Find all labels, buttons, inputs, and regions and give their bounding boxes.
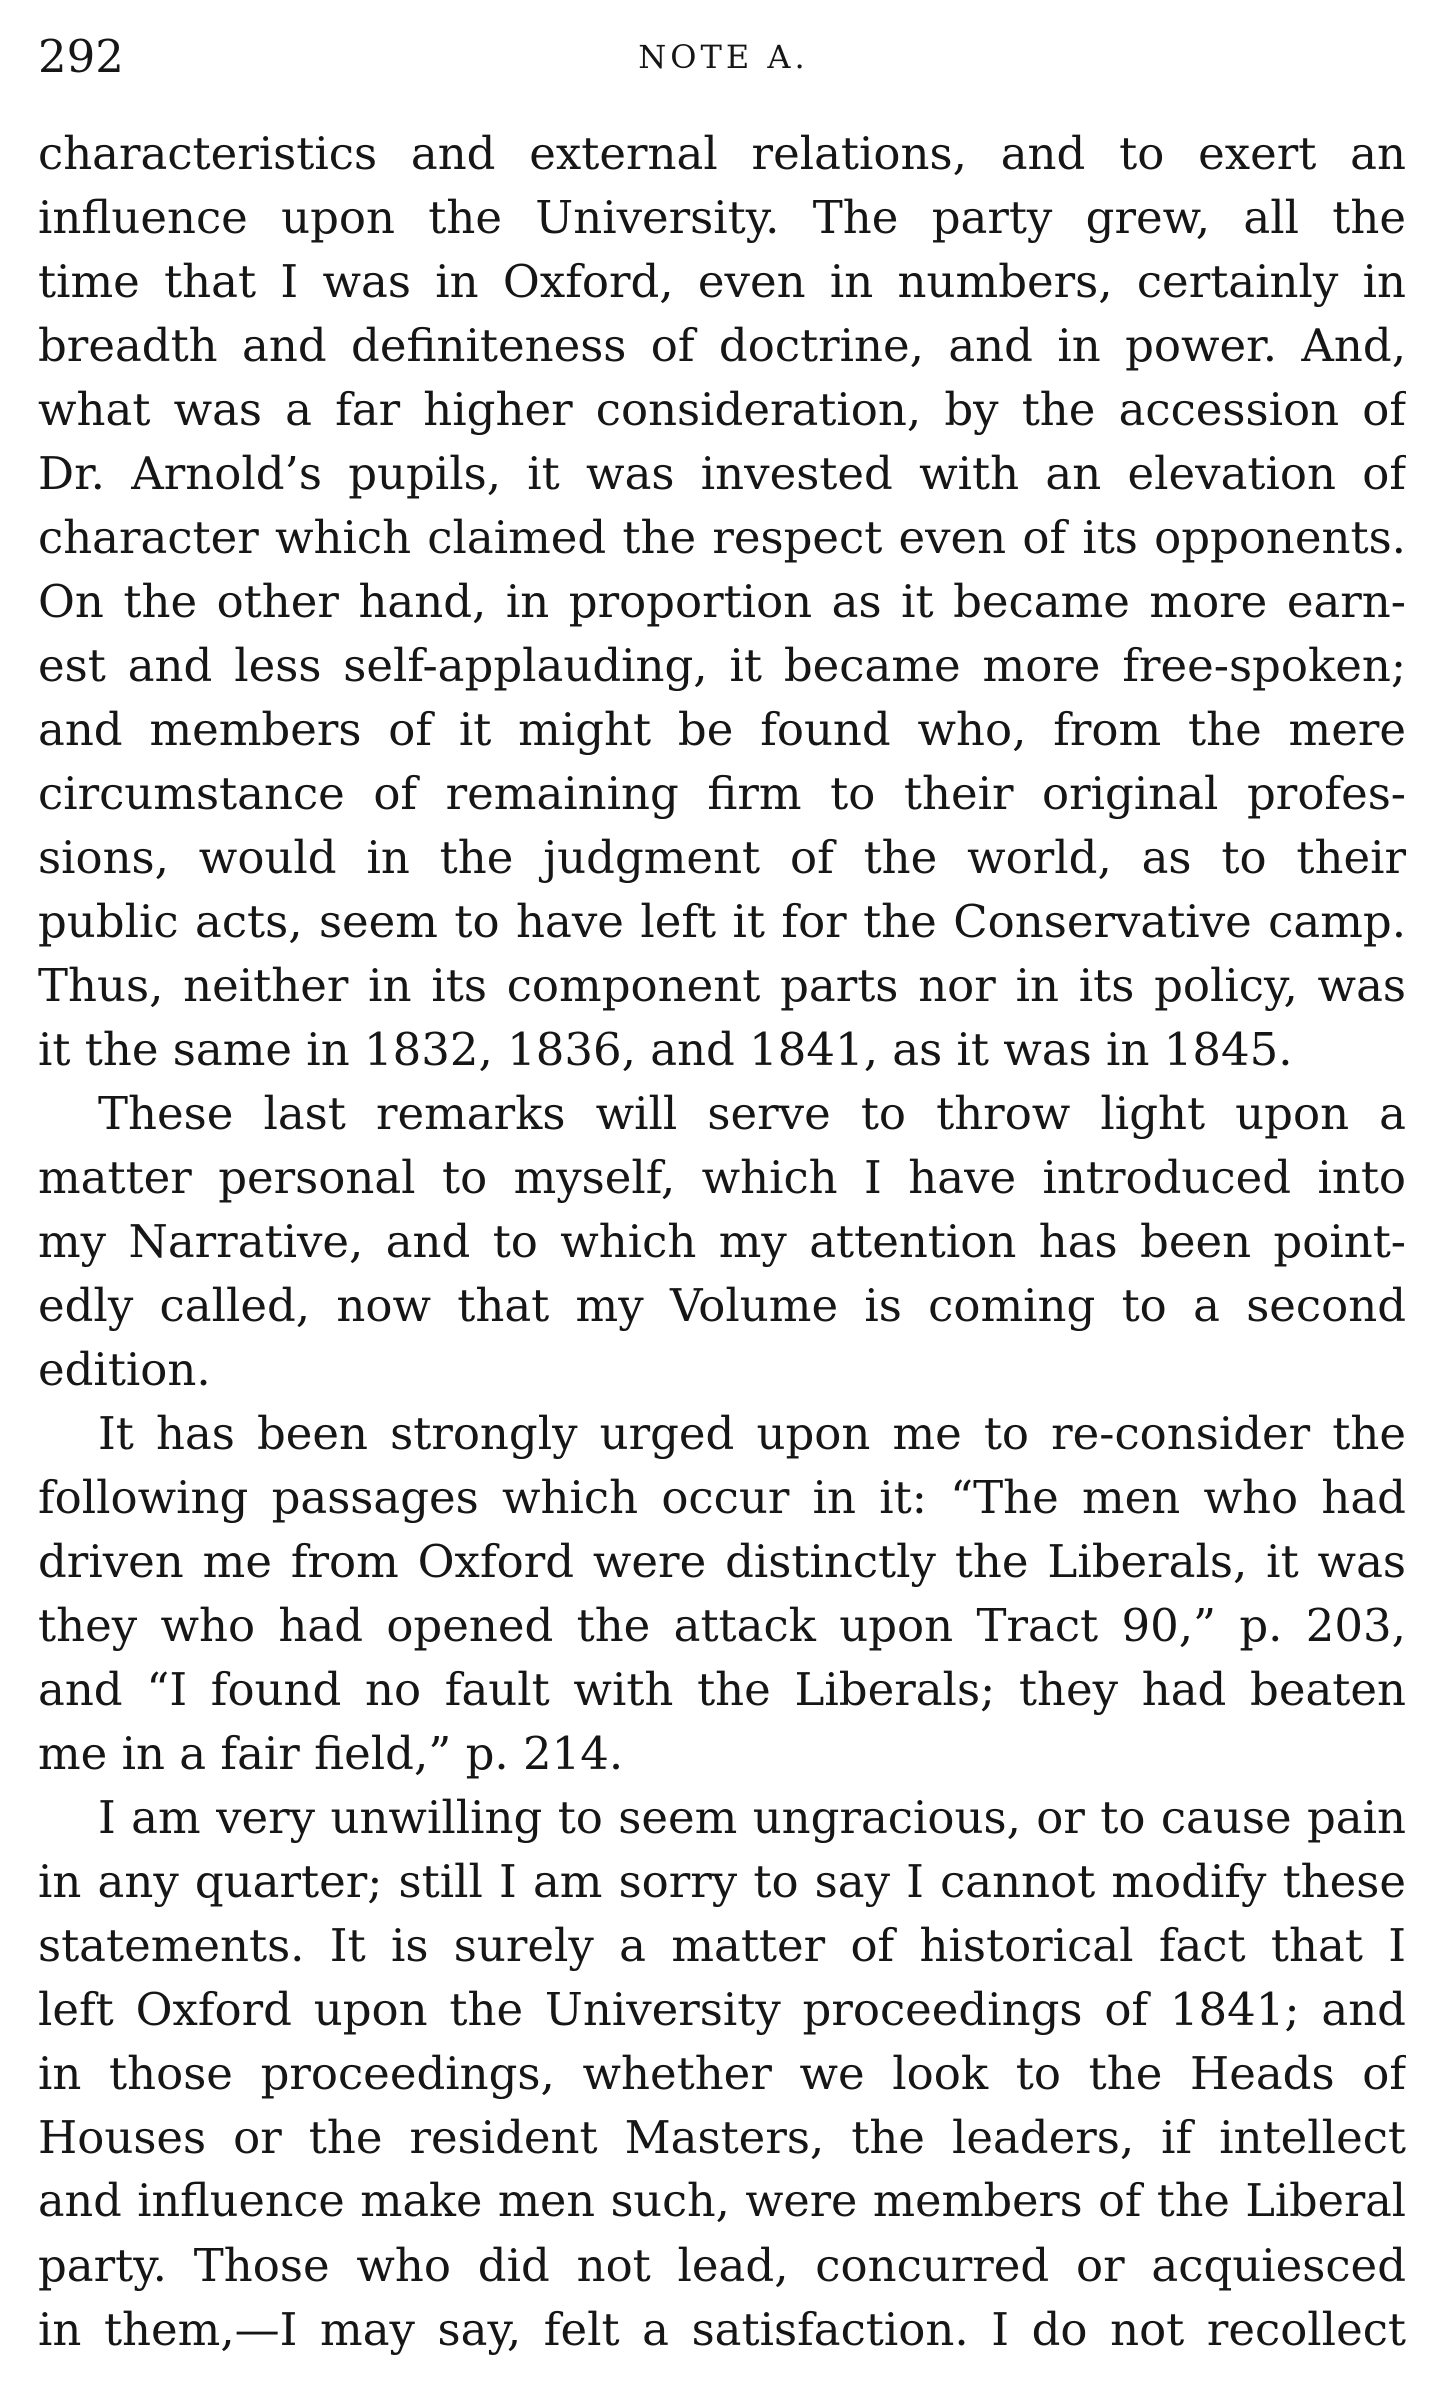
text-line: in any quarter; still I am sorry to say I cannot modify these xyxy=(38,1855,1406,1908)
text-line: party. Those who did not lead, concurred or acquiesced xyxy=(38,2239,1406,2292)
text-line: matter personal to myself, which I have introduced into xyxy=(38,1151,1406,1204)
text-line: and influence make men such, were members of the Liberal xyxy=(38,2176,1406,2227)
text-line: following passages which occur in it: “The men who had xyxy=(38,1471,1406,1524)
running-head: NOTE A. xyxy=(638,38,809,76)
paragraph xyxy=(38,122,1406,1082)
text-line: I am very unwilling to seem ungracious, or to cause pain xyxy=(98,1791,1406,1844)
text-line: statements. It is surely a matter of historical fact that I xyxy=(38,1919,1406,1972)
text-line: sions, would in the judgment of the world, as to their xyxy=(38,831,1406,884)
text-line: It has been strongly urged upon me to re-consider the xyxy=(98,1407,1406,1460)
text-line: in them,—I may say, felt a satisfaction. I do not recollect xyxy=(38,2303,1406,2356)
text-line: it the same in 1832, 1836, and 1841, as it was in 1845. xyxy=(38,1023,1293,1076)
text-line: what was a far higher consideration, by the accession of xyxy=(38,383,1406,436)
text-line: Dr. Arnold’s pupils, it was invested with an elevation of xyxy=(38,447,1406,500)
text-line: edition. xyxy=(38,1343,211,1396)
paragraph xyxy=(38,1082,1406,1402)
text-line: On the other hand, in proportion as it became more earn- xyxy=(38,575,1406,628)
page-number: 292 xyxy=(38,30,124,83)
text-line: and “I found no fault with the Liberals; they had beaten xyxy=(38,1663,1406,1716)
text-line: Houses or the resident Masters, the leaders, if intellect xyxy=(38,2111,1406,2164)
text-line: characteristics and external relations, and to exert an xyxy=(38,127,1406,180)
body-text xyxy=(38,122,1406,2362)
text-line: my Narrative, and to which my attention has been point- xyxy=(38,1215,1406,1268)
text-line: me in a fair field,” p. 214. xyxy=(38,1727,624,1780)
text-line: circumstance of remaining firm to their original profes- xyxy=(38,767,1406,820)
text-line: and members of it might be found who, from the mere xyxy=(38,703,1406,756)
text-line: driven me from Oxford were distinctly the Liberals, it was xyxy=(38,1535,1406,1588)
text-line: time that I was in Oxford, even in numbers, certainly in xyxy=(38,255,1406,308)
page-header xyxy=(38,22,1409,92)
text-line: they who had opened the attack upon Tract 90,” p. 203, xyxy=(38,1599,1406,1652)
paragraph xyxy=(38,1402,1406,1786)
text-line: breadth and definiteness of doctrine, and in power. And, xyxy=(38,319,1406,372)
text-line: est and less self-applauding, it became more free-spoken; xyxy=(38,639,1406,692)
text-line: edly called, now that my Volume is coming to a second xyxy=(38,1279,1406,1332)
paragraph xyxy=(38,1786,1406,2362)
text-line: Thus, neither in its component parts nor in its policy, was xyxy=(38,959,1406,1012)
text-line: influence upon the University. The party grew, all the xyxy=(38,191,1406,244)
text-line: left Oxford upon the University proceedings of 1841; and xyxy=(38,1983,1406,2036)
text-line: character which claimed the respect even of its opponents. xyxy=(38,511,1406,564)
text-line: in those proceedings, whether we look to the Heads of xyxy=(38,2047,1406,2100)
text-line: public acts, seem to have left it for the Conservative camp. xyxy=(38,895,1406,948)
text-line: These last remarks will serve to throw light upon a xyxy=(98,1087,1406,1140)
